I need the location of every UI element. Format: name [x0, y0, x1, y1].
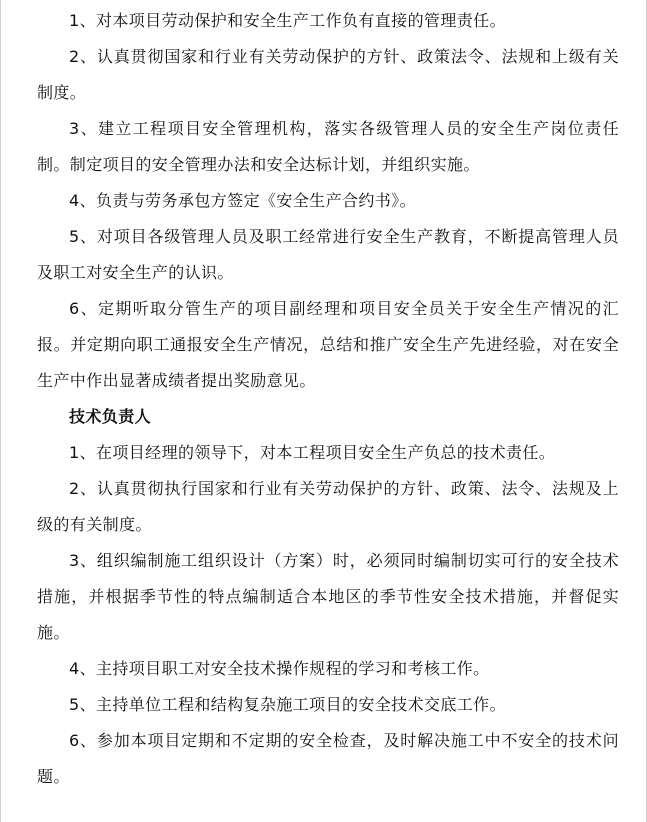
section-heading-technical-lead: 技术负责人 — [69, 407, 152, 426]
paragraph-s1-6: 6、定期听取分管生产的项目副经理和项目安全员关于安全生产情况的汇报。并定期向职工通报安全生产情况，总结和推广安全生产先进经验，对在安全生产中作出显著成绩者提出奖励意见。 — [37, 299, 619, 390]
paragraph-s2-3: 3、组织编制施工组织设计（方案）时，必须同时编制切实可行的安全技术措施，并根据季节性的特点编制适合本地区的季节性安全技术措施，并督促实施。 — [37, 551, 619, 642]
paragraph-s2-2: 2、认真贯彻执行国家和行业有关劳动保护的方针、政策、法令、法规及上级的有关制度。 — [37, 479, 619, 534]
paragraph-s1-5: 5、对项目各级管理人员及职工经常进行安全生产教育，不断提高管理人员及职工对安全生产的认识。 — [37, 227, 619, 282]
paragraph-s2-5: 5、主持单位工程和结构复杂施工项目的安全技术交底工作。 — [69, 695, 506, 714]
paragraph-s1-2: 2、认真贯彻国家和行业有关劳动保护的方针、政策法令、法规和上级有关制度。 — [37, 47, 619, 102]
paragraph-s1-1: 1、对本项目劳动保护和安全生产工作负有直接的管理责任。 — [69, 11, 506, 30]
paragraph-s2-1: 1、在项目经理的领导下，对本工程项目安全生产负总的技术责任。 — [69, 443, 556, 462]
paragraph-s1-4: 4、负责与劳务承包方签定《安全生产合约书》。 — [69, 191, 416, 210]
paragraph-s2-6: 6、参加本项目定期和不定期的安全检查，及时解决施工中不安全的技术问题。 — [37, 731, 619, 786]
paragraph-s2-4: 4、主持项目职工对安全技术操作规程的学习和考核工作。 — [69, 659, 490, 678]
paragraph-s1-3: 3、建立工程项目安全管理机构，落实各级管理人员的安全生产岗位责任制。制定项目的安全管理办法和安全达标计划，并组织实施。 — [37, 119, 619, 174]
